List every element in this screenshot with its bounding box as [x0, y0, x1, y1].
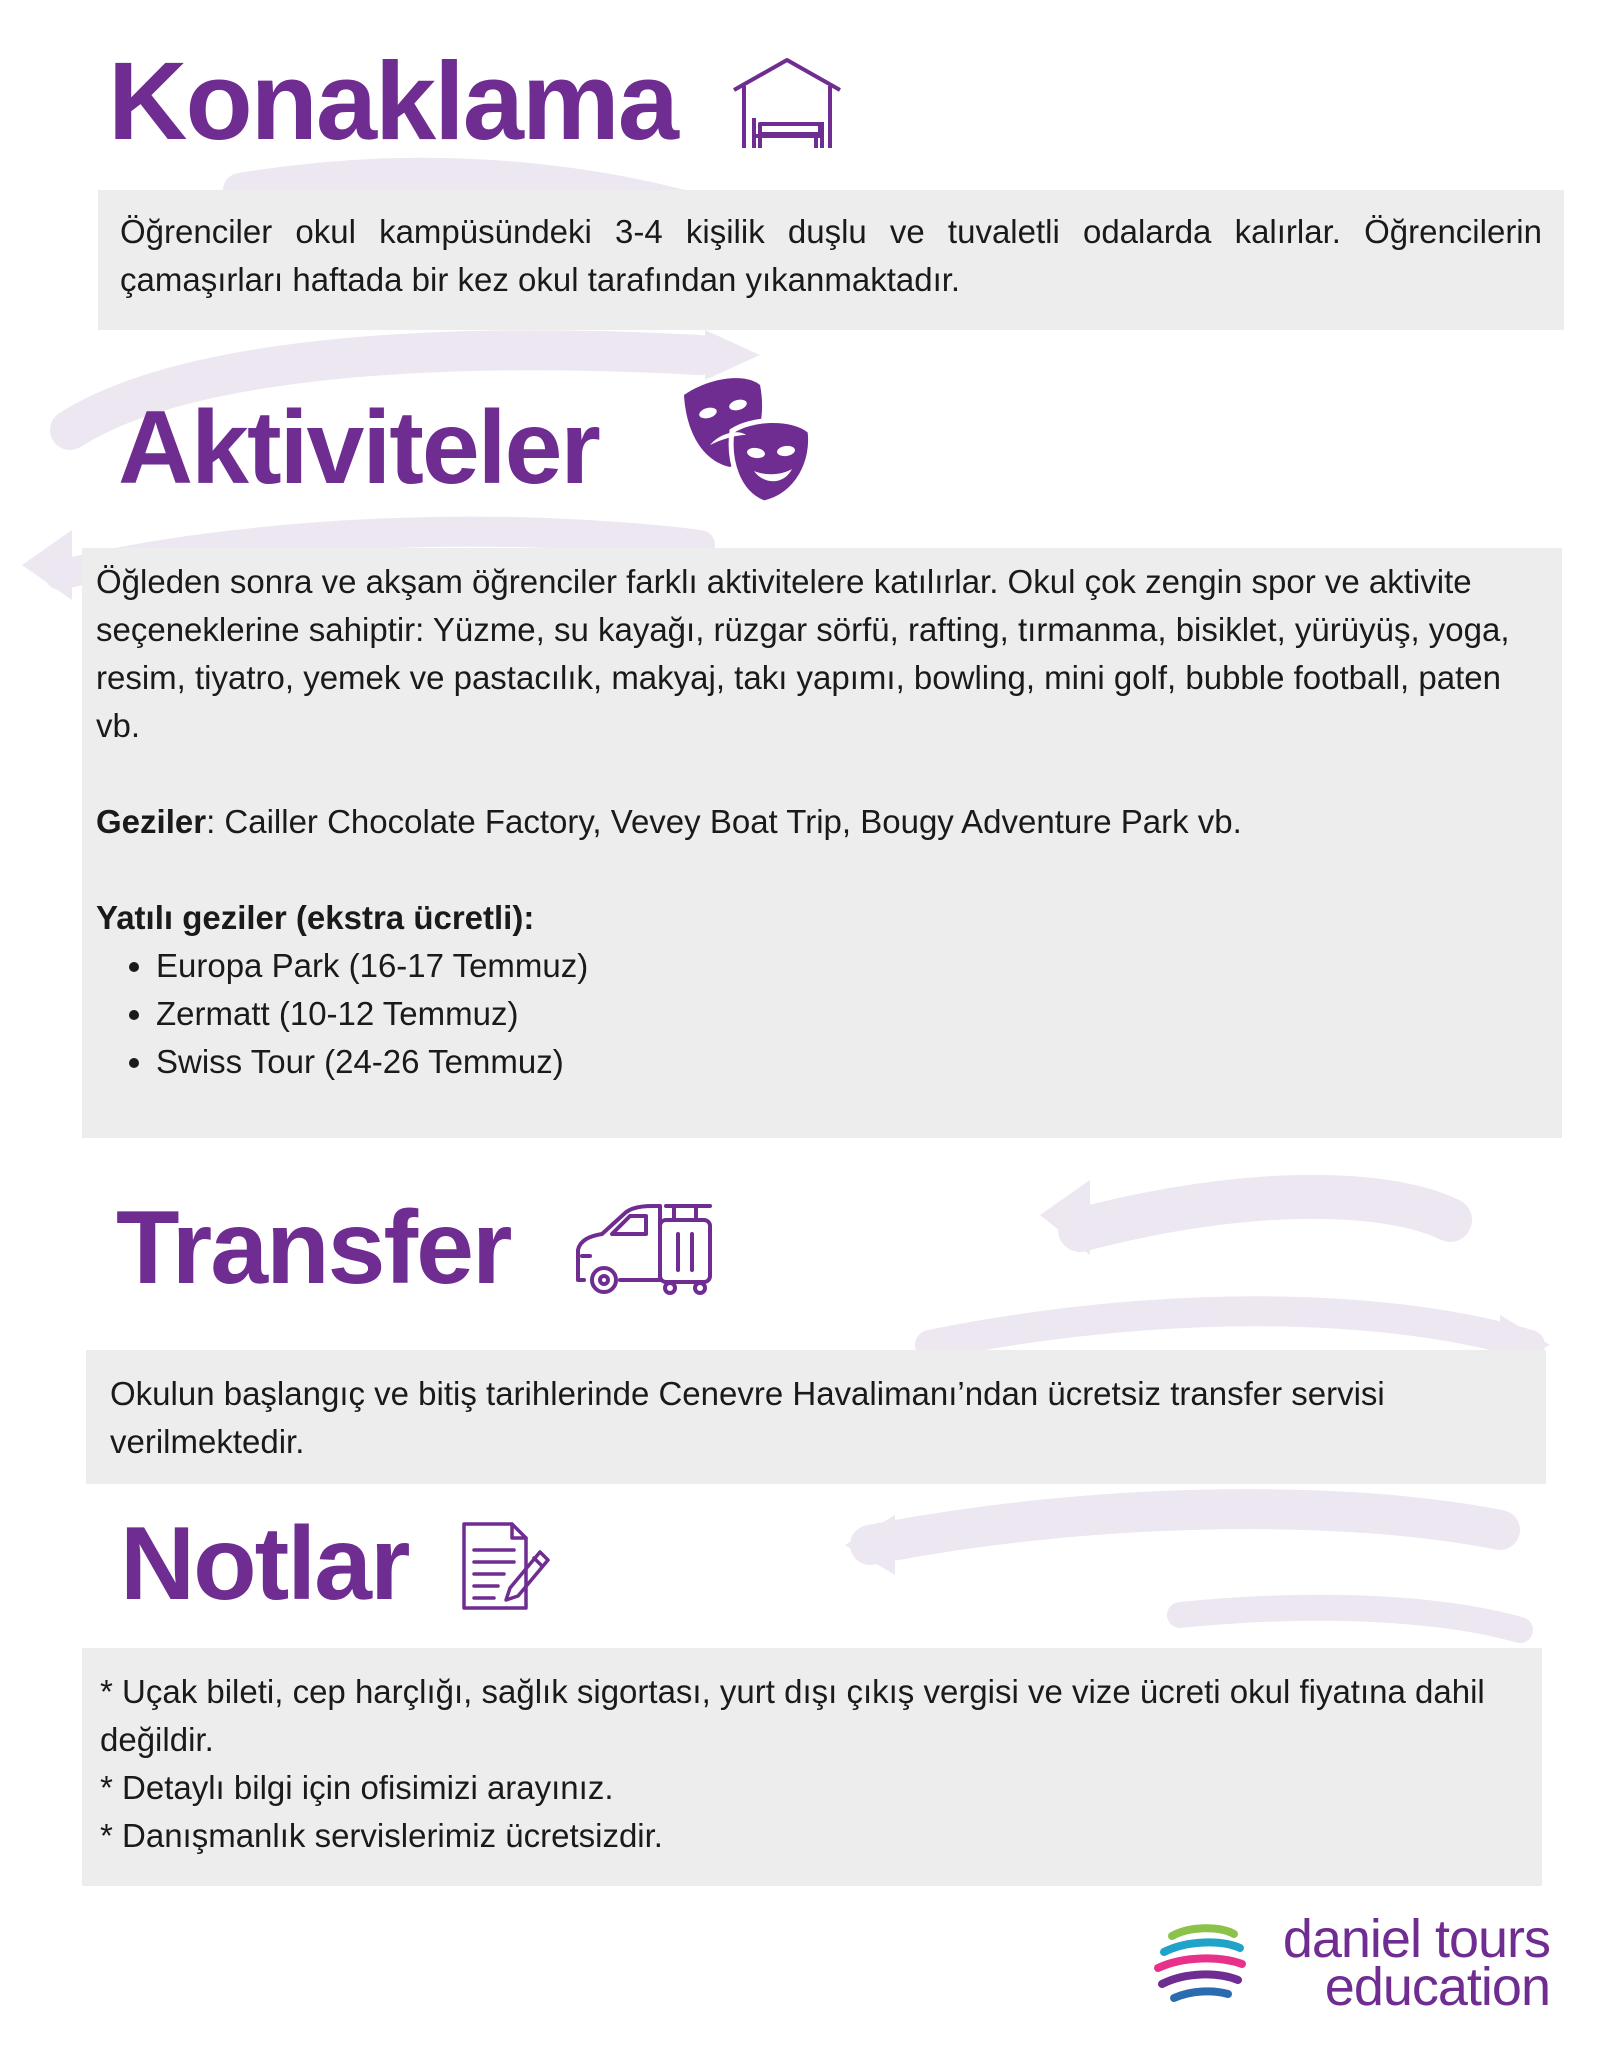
geziler-text: : Cailler Chocolate Factory, Vevey Boat Trip, Bougy Adventure Park vb.	[206, 803, 1242, 840]
trip-list	[96, 942, 1548, 1086]
logo-mark-icon	[1150, 1922, 1250, 2012]
note-item: * Uçak bileti, cep harçlığı, sağlık sigortası, yurt dışı çıkış vergisi ve vize ücreti okul fiyatına dahil değildir.	[100, 1673, 1485, 1758]
note-item: * Danışmanlık servislerimiz ücretsizdir.	[100, 1817, 663, 1854]
bed-house-icon	[730, 56, 844, 150]
list-item: • Europa Park (16-17 Temmuz)	[156, 942, 1548, 990]
yatili-label: Yatılı geziler (ekstra ücretli):	[96, 899, 535, 936]
notlar-box	[82, 1648, 1542, 1886]
car-luggage-icon	[574, 1200, 714, 1296]
notepad-pencil-icon	[460, 1520, 550, 1612]
daniel-tours-logo	[1150, 1909, 1550, 2032]
aktiviteler-box	[82, 548, 1562, 1138]
notlar-heading: Notlar	[120, 1506, 409, 1622]
list-item: • Zermatt (10-12 Temmuz)	[156, 990, 1548, 1038]
logo-text-line1: daniel tours	[1282, 1909, 1550, 1969]
list-item: • Swiss Tour (24-26 Temmuz)	[156, 1038, 1548, 1086]
transfer-heading: Transfer	[116, 1190, 511, 1306]
logo-text-line2: education	[1324, 1957, 1550, 2017]
note-item: * Detaylı bilgi için ofisimizi arayınız.	[100, 1769, 614, 1806]
transfer-text: Okulun başlangıç ve bitiş tarihlerinde Cenevre Havalimanı’ndan ücretsiz transfer servisi verilmektedir.	[110, 1375, 1385, 1460]
konaklama-heading: Konaklama	[108, 40, 677, 163]
aktiviteler-heading: Aktiviteler	[118, 390, 599, 506]
geziler-label: Geziler	[96, 803, 207, 840]
theater-masks-icon	[680, 375, 816, 507]
aktiviteler-text: Öğleden sonra ve akşam öğrenciler farklı aktivitelere katılırlar. Okul çok zengin spor ve aktivite seçeneklerine sahiptir: Yüzme, su kayağı, rüzgar sörfü, rafting, tırmanma, bisiklet, yürüyüş, yoga, resim, tiyatro, yemek ve pastacılık, makyaj, takı yapımı, bowling, mini golf, bubble football, paten vb.	[96, 563, 1510, 744]
konaklama-box	[98, 190, 1564, 330]
transfer-box	[86, 1350, 1546, 1484]
konaklama-text: Öğrenciler okul kampüsündeki 3-4 kişilik duşlu ve tuvaletli odalarda kalırlar. Öğrencilerin çamaşırları haftada bir kez okul tarafından yıkanmaktadır.	[120, 213, 1542, 298]
geziler-line	[96, 798, 1548, 846]
